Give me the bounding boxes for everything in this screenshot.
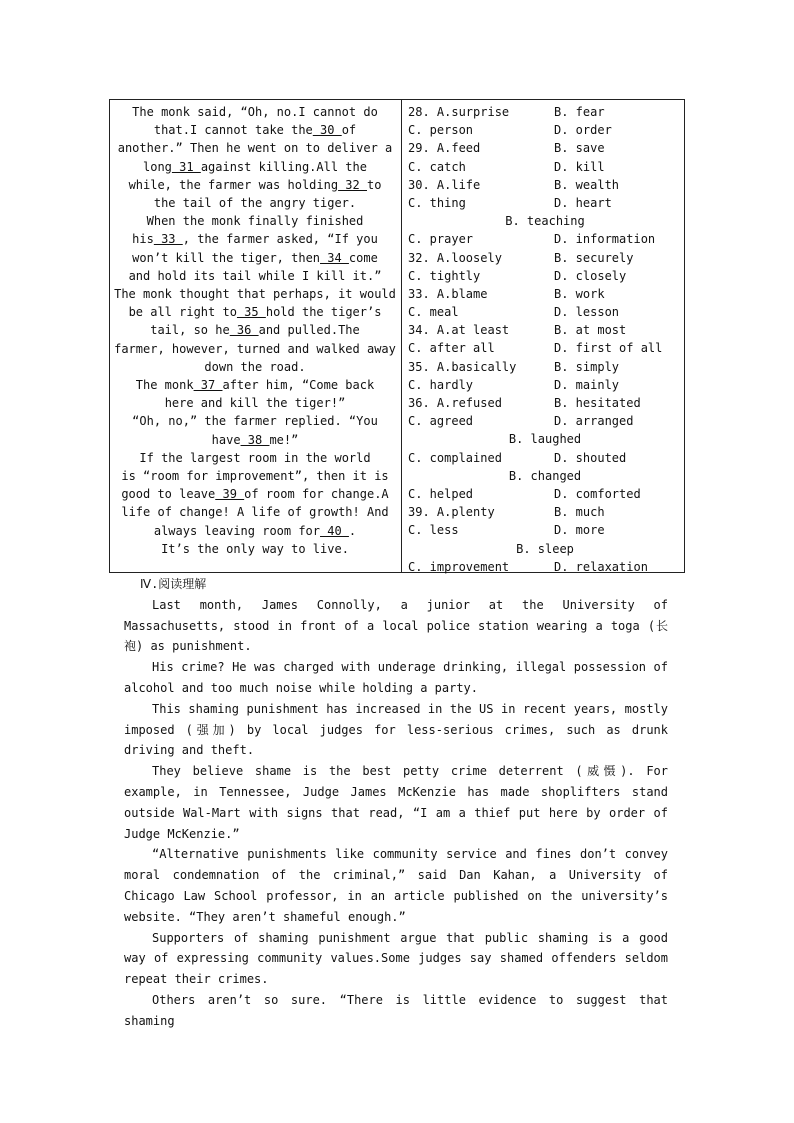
- reading-passage: [124, 574, 668, 1032]
- option-row: [408, 412, 682, 430]
- option-b: D. lesson: [554, 305, 620, 320]
- passage-text: that.I cannot take the: [153, 123, 313, 138]
- passage-text: of room for change.A: [244, 487, 389, 502]
- passage-text: come: [348, 250, 378, 265]
- passage-text: life of change! A life of growth! And: [121, 505, 389, 520]
- option-a: 39. A.plenty: [408, 505, 495, 520]
- option-row: [408, 467, 682, 485]
- option-a: C. complained: [408, 450, 502, 465]
- passage-line: [114, 503, 396, 521]
- option-row: [408, 485, 682, 503]
- passage-line: [114, 267, 396, 285]
- passage-line: [114, 522, 396, 540]
- passage-text: farmer, however, turned and walked away: [114, 341, 396, 356]
- option-a: 34. A.at least: [408, 323, 510, 338]
- passage-text: When the monk finally finished: [146, 214, 364, 229]
- passage-text: of: [341, 123, 357, 138]
- option-row: [408, 521, 682, 539]
- blank-number: 31: [171, 159, 201, 174]
- passage-text: to: [366, 177, 382, 192]
- option-a: 36. A.refused: [408, 396, 502, 410]
- option-b: D. order: [554, 123, 612, 138]
- passage-text: here and kill the tiger!”: [164, 396, 346, 411]
- passage-line: [114, 303, 396, 321]
- option-text: B. laughed: [508, 432, 582, 447]
- option-row: [408, 339, 682, 357]
- paragraph: This shaming punishment has increased in the US in recent years, mostly imposed (强加) by local judges for less-serious crimes, such as drunk driving and theft.: [124, 701, 668, 758]
- option-a: C. agreed: [408, 414, 474, 429]
- option-b: D. kill: [554, 159, 605, 174]
- option-row: [408, 103, 682, 121]
- passage-line: [114, 358, 396, 376]
- option-text: B. changed: [508, 468, 582, 483]
- option-row: [408, 540, 682, 558]
- option-a: 29. A.feed: [408, 141, 481, 156]
- passage-line: [114, 158, 396, 176]
- option-row: [408, 212, 682, 230]
- option-a: 33. A.blame: [408, 286, 488, 301]
- option-b: D. closely: [554, 268, 627, 283]
- passage-text: tail, so he: [150, 323, 230, 338]
- passage-line: [114, 394, 396, 412]
- option-text: B. teaching: [505, 214, 585, 229]
- blank-number: 34: [320, 250, 349, 265]
- blank-number: 30: [312, 123, 342, 138]
- option-row: [408, 139, 682, 157]
- option-row: [408, 194, 682, 212]
- passage-line: [114, 412, 396, 430]
- passage-text: long: [143, 159, 172, 174]
- passage-line: [114, 467, 396, 485]
- passage-text: good to leave: [121, 487, 216, 502]
- passage-text: against killing.All the: [200, 159, 367, 174]
- option-b: B. hesitated: [554, 396, 641, 410]
- paragraph: Last month, James Connolly, a junior at the University of Massachusetts, stood in front of a local police station wearing a toga (长袍) as punishment.: [124, 597, 668, 654]
- passage-text: The monk thought that perhaps, it would: [114, 287, 396, 302]
- passage-text: is “room for improvement”, then it is: [121, 469, 389, 484]
- option-a: C. prayer: [408, 232, 474, 247]
- paragraph: Supporters of shaming punishment argue that public shaming is a good way of expressing community values.Some judges say shamed offenders seldom repeat their crimes.: [124, 930, 668, 987]
- option-b: D. more: [554, 523, 605, 538]
- passage-line: [114, 249, 396, 267]
- passage-text: hold the tiger’s: [265, 305, 382, 320]
- option-row: [408, 267, 682, 285]
- passage-text: .: [348, 523, 357, 538]
- option-row: [408, 121, 682, 139]
- option-a: C. after all: [408, 341, 495, 356]
- option-b: D. arranged: [554, 414, 634, 429]
- passage-line: [114, 449, 396, 467]
- passage-text: “Oh, no,” the farmer replied. “You: [132, 414, 378, 429]
- answer-options: [408, 103, 682, 576]
- option-row: [408, 449, 682, 467]
- option-row: [408, 230, 682, 248]
- paragraph: Others aren’t so sure. “There is little evidence to suggest that shaming: [124, 992, 668, 1028]
- passage-line: [114, 176, 396, 194]
- option-a: 30. A.life: [408, 177, 481, 192]
- passage-line: [114, 485, 396, 503]
- option-a: 28. A.surprise: [408, 105, 510, 119]
- blank-number: 32: [338, 177, 367, 192]
- option-b: D. information: [554, 232, 656, 247]
- passage-text: and hold its tail while I kill it.”: [128, 268, 382, 283]
- passage-text: , the farmer asked, “If you: [182, 232, 378, 247]
- option-a: C. tightly: [408, 268, 481, 283]
- passage-text: and pulled.The: [258, 323, 360, 338]
- passage-text: his: [132, 232, 154, 247]
- option-b: D. mainly: [554, 377, 620, 392]
- option-a: 32. A.loosely: [408, 250, 502, 265]
- option-b: D. comforted: [554, 486, 641, 501]
- passage-text: If the largest room in the world: [139, 450, 371, 465]
- option-b: B. securely: [554, 250, 634, 265]
- passage-line: [114, 431, 396, 449]
- passage-text: It’s the only way to live.: [161, 541, 349, 556]
- passage-line: [114, 285, 396, 303]
- option-row: [408, 176, 682, 194]
- option-a: C. thing: [408, 195, 466, 210]
- paragraph: His crime? He was charged with underage drinking, illegal possession of alcohol and too much noise while holding a party.: [124, 660, 668, 695]
- option-a: C. meal: [408, 305, 459, 320]
- option-b: B. work: [554, 286, 605, 301]
- option-row: [408, 358, 682, 376]
- passage-text: have: [211, 432, 241, 447]
- paragraph: They believe shame is the best petty crime deterrent (威慑). For example, in Tennessee, Judge James McKenzie has made shoplifters stand outside Wal-Mart with signs that read, “I am a thief put here by order of Judge McKenzie.”: [124, 764, 668, 841]
- blank-number: 39: [215, 487, 245, 502]
- passage-line: [114, 340, 396, 358]
- passage-text: me!”: [269, 432, 299, 447]
- option-b: B. wealth: [554, 177, 620, 192]
- passage-line: [114, 321, 396, 339]
- option-row: [408, 321, 682, 339]
- passage-line: [114, 139, 396, 157]
- passage-text: the tail of the angry tiger.: [153, 196, 357, 211]
- passage-line: [114, 212, 396, 230]
- passage-text: always leaving room for: [153, 523, 321, 538]
- option-row: [408, 503, 682, 521]
- passage-line: [114, 376, 396, 394]
- passage-text: down the road.: [204, 359, 306, 374]
- option-b: B. fear: [554, 105, 605, 119]
- blank-number: 38: [240, 432, 270, 447]
- blank-number: 40: [320, 523, 349, 538]
- passage-text: be all right to: [128, 305, 237, 320]
- passage-text: The monk said, “Oh, no.I cannot do: [132, 105, 378, 119]
- passage-line: [114, 194, 396, 212]
- option-b: D. heart: [554, 195, 612, 210]
- option-b: B. much: [554, 505, 605, 520]
- passage-text: another.” Then he went on to deliver a: [117, 141, 393, 156]
- option-a: C. less: [408, 523, 459, 538]
- option-a: C. hardly: [408, 377, 474, 392]
- passage-text: The monk: [135, 378, 194, 393]
- option-b: B. save: [554, 141, 605, 156]
- option-row: [408, 394, 682, 412]
- option-a: 35. A.basically: [408, 359, 517, 374]
- option-b: D. first of all: [554, 341, 663, 356]
- passage-text: after him, “Come back: [222, 378, 375, 393]
- option-text: B. sleep: [516, 541, 574, 556]
- option-a: C. helped: [408, 486, 474, 501]
- option-row: [408, 249, 682, 267]
- cloze-passage: [114, 103, 396, 558]
- option-a: C. person: [408, 123, 474, 138]
- passage-line: [114, 540, 396, 558]
- option-b: B. at most: [554, 323, 627, 338]
- column-divider: [401, 100, 402, 572]
- passage-line: [114, 103, 396, 121]
- blank-number: 33: [153, 232, 183, 247]
- cloze-table: [109, 99, 685, 573]
- option-row: [408, 285, 682, 303]
- option-a: C. catch: [408, 159, 466, 174]
- paragraph: “Alternative punishments like community service and fines don’t convey moral condemnation of the criminal,” said Dan Kahan, a University of Chicago Law School professor, in an article published on the university’s website. “They aren’t shameful enough.”: [124, 847, 668, 924]
- option-b: D. shouted: [554, 450, 627, 465]
- passage-text: while, the farmer was holding: [128, 177, 339, 192]
- option-row: [408, 430, 682, 448]
- blank-number: 36: [229, 323, 259, 338]
- blank-number: 35: [236, 305, 266, 320]
- section-heading: Ⅳ.阅读理解: [140, 577, 207, 591]
- option-b: D. relaxation: [554, 559, 648, 574]
- option-row: [408, 376, 682, 394]
- option-b: B. simply: [554, 359, 620, 374]
- option-row: [408, 303, 682, 321]
- option-a: C. improvement: [408, 559, 510, 574]
- blank-number: 37: [193, 378, 223, 393]
- passage-text: won’t kill the tiger, then: [132, 250, 321, 265]
- option-row: [408, 158, 682, 176]
- passage-line: [114, 121, 396, 139]
- passage-line: [114, 230, 396, 248]
